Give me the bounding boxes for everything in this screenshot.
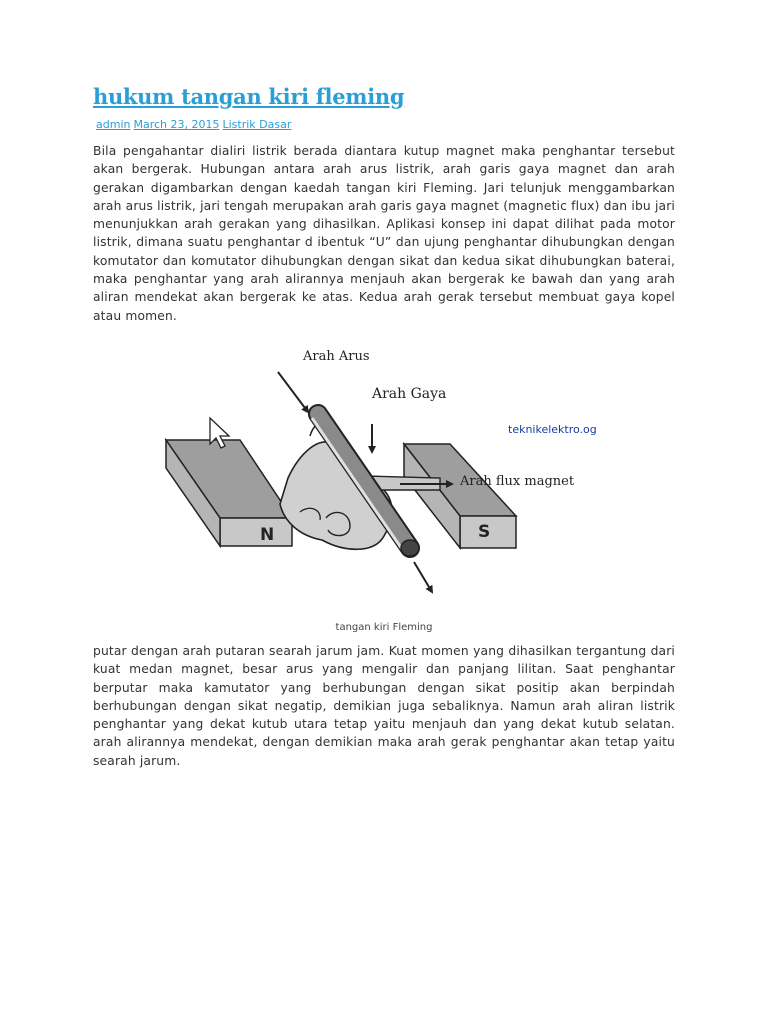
south-magnet [404,444,516,548]
body-paragraph-2: putar dengan arah putaran searah jarum jam. Kuat momen yang dihasilkan tergantung dari kuat medan magnet, besar arus yang mengalir dan panjang lilitan. Saat penghantar berputar maka kamutator yang berhubungan dengan sikat positip akan berpindah berhubungan dengan sikat negatip, demikian juga sebaliknya. Namun arah aliran listrik penghantar yang dekat kutub utara tetap yaitu menjauh dan yang dekat kutub selatan. arah alirannya mendekat, dengan demikian maka arah gerak penghantar akan tetap yaitu searah jarum. [93,644,675,768]
current-arrow-in [278,372,308,412]
post-meta [96,118,294,131]
fleming-left-hand-diagram [160,340,620,602]
label-watermark: teknikelektro.og [508,423,597,436]
body-paragraph-1: Bila pengahantar dialiri listrik berada diantara kutup magnet maka penghantar tersebut akan bergerak. Hubungan antara arah arus listrik, arah garis gaya magnet dan arah gerakan digambarkan dengan kaedah tangan kiri Fleming. Jari telunjuk menggambarkan arah arus listrik, jari tengah merupakan arah garis gaya magnet (magnetic flux) dan ibu jari menunjukkan arah gerakan yang dihasilkan. Aplikasi konsep ini dapat dilihat pada motor listrik, dimana suatu penghantar d ibentuk “U” dan ujung penghantar dihubungkan dengan komutator dan komutator dihubungkan dengan sikat dan kedua sikat dihubungkan baterai, maka penghantar yang arah alirannya menjauh akan bergerak ke bawah dan yang arah aliran mendekat akan bergerak ke atas. Kedua arah gerak tersebut membuat gaya kopel atau momen. [93,144,675,323]
post-title[interactable]: hukum tangan kiri fleming [93,84,405,109]
category-link[interactable]: Listrik Dasar [222,118,292,131]
label-flux: Arah flux magnet [460,474,575,489]
figure-caption: tangan kiri Fleming [335,622,433,633]
label-force: Arah Gaya [372,386,447,402]
date-link[interactable]: March 23, 2015 [133,118,220,131]
current-arrow-out [414,562,432,592]
author-link[interactable]: admin [96,118,131,131]
label-current: Arah Arus [303,349,370,364]
label-south: S [478,522,491,542]
label-north: N [260,525,275,545]
